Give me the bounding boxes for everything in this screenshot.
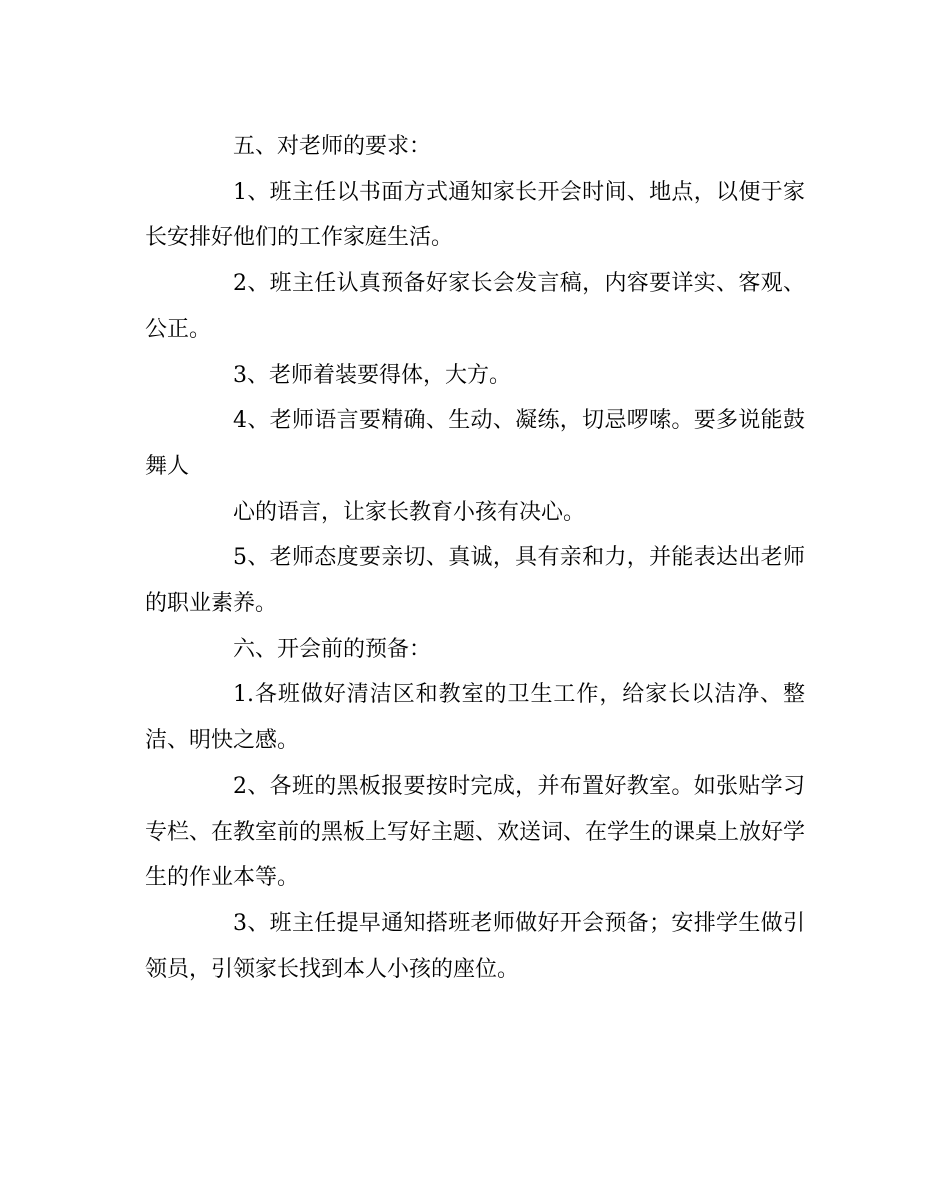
paragraph-item-4-language: 4、老师语言要精确、生动、凝练，切忌啰嗦。要多说能鼓舞人 [145, 408, 805, 479]
section-heading-teacher-requirements: 五、对老师的要求： [233, 134, 432, 159]
paragraph-prep-3-guides: 3、班主任提早通知搭班老师做好开会预备；安排学生做引领员，引领家长找到本人小孩的座位。 [145, 910, 805, 982]
paragraph-item-4-continuation: 心的语言，让家长教育小孩有决心。 [233, 499, 586, 525]
paragraph-item-5-attitude: 5、老师态度要亲切、真诚，具有亲和力，并能表达出老师的职业素养。 [145, 545, 805, 617]
paragraph-item-2-speech-draft: 2、班主任认真预备好家长会发言稿，内容要详实、客观、公正。 [145, 271, 805, 342]
paragraph-item-1-notify-parents: 1、班主任以书面方式通知家长开会时间、地点，以便于家长安排好他们的工作家庭生活。 [145, 179, 805, 251]
section-heading-preparation: 六、开会前的预备： [233, 636, 432, 662]
paragraph-prep-1-cleaning: 1.各班做好清洁区和教室的卫生工作，给家长以洁净、整洁、明快之感。 [145, 682, 805, 754]
paragraph-prep-2-blackboard: 2、各班的黑板报要按时完成，并布置好教室。如张贴学习专栏、在教室前的黑板上写好主题、欢送词、在学生的课桌上放好学生的作业本等。 [145, 773, 806, 891]
document-body [145, 124, 805, 992]
paragraph-item-3-dress: 3、老师着装要得体，大方。 [233, 362, 511, 388]
